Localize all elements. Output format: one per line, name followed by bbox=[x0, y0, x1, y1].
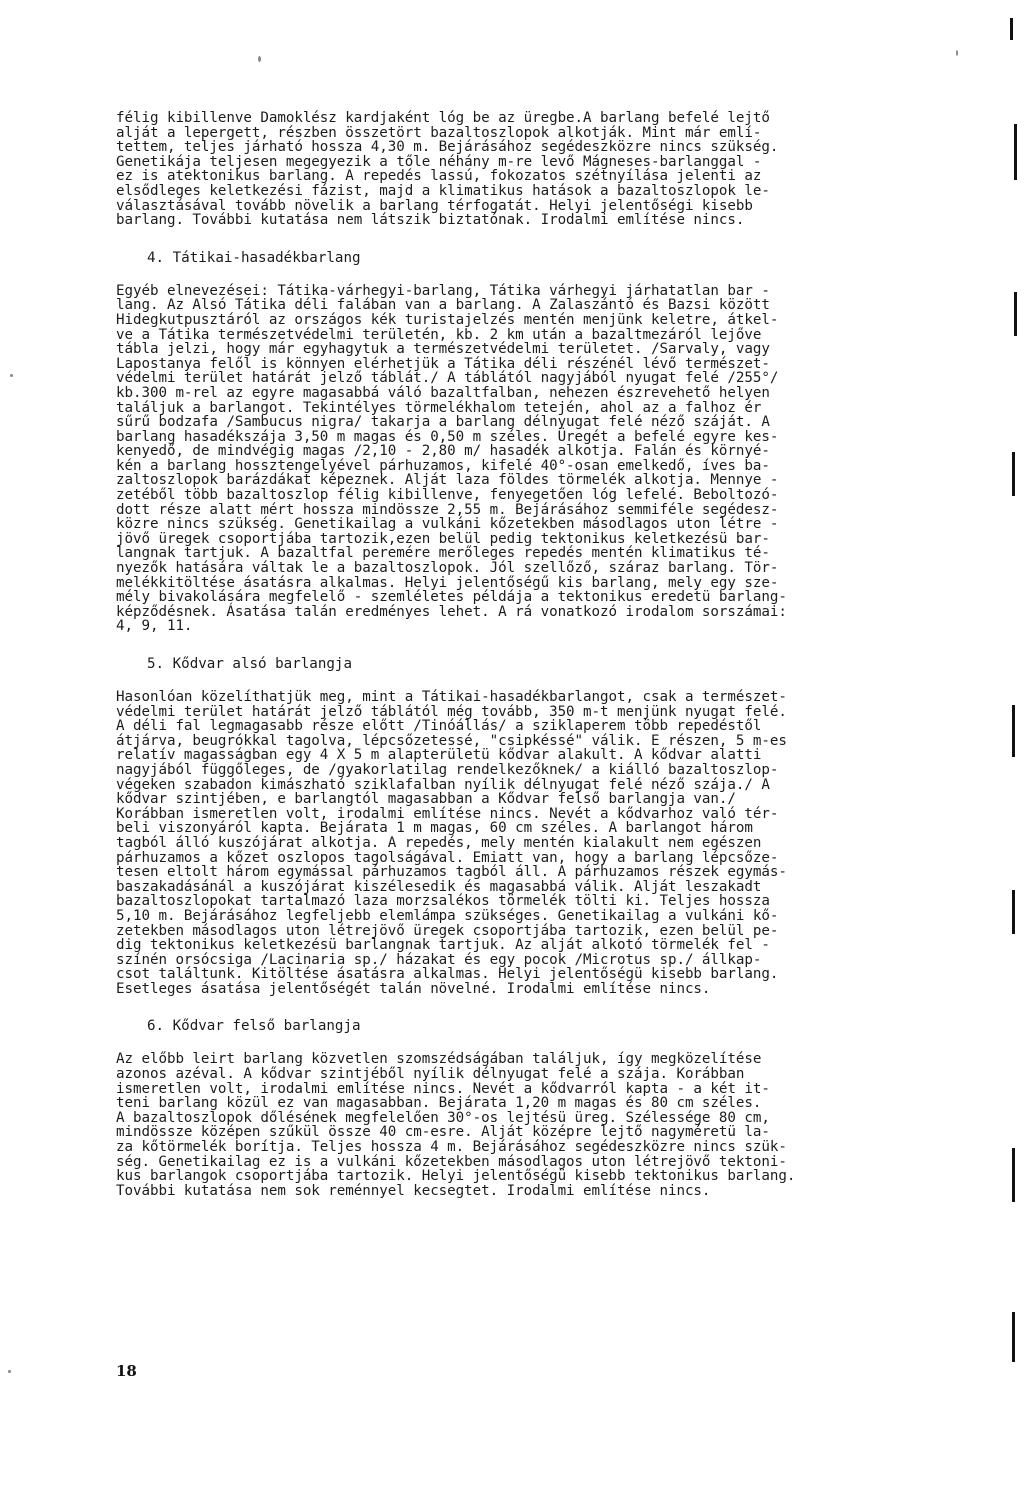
text-line: tagból álló kuszójárat alkotja. A repedés, mely mentén kialakult nem egészen bbox=[116, 834, 762, 851]
page-number: 18 bbox=[116, 1362, 137, 1380]
text-line: azonos azéval. A kődvar szintjéből nyílik délnyugat felé a szája. Korábban bbox=[116, 1066, 745, 1083]
text-line: bazaltoszlopokat tartalmazó laza morzsalékos törmelék tölti ki. Teljes hossza bbox=[116, 893, 770, 910]
scan-speck bbox=[10, 374, 13, 377]
text-line: zetéből több bazaltoszlop félig kibillenve, fenyegetően lóg lefelé. Beboltozó- bbox=[116, 487, 779, 504]
section-heading-4: 4. Tátikai-hasadékbarlang bbox=[147, 249, 361, 266]
paragraph-section-4 bbox=[116, 284, 946, 634]
binding-mark bbox=[1012, 452, 1015, 496]
text-line: beli viszonyáról kapta. Bejárata 1 m magas, 60 cm széles. A barlangot három bbox=[116, 820, 753, 837]
binding-mark bbox=[1012, 890, 1015, 934]
text-line: tettem, teljes járható hossza 4,30 m. Bejárásához segédeszközre nincs szükség. bbox=[116, 139, 779, 156]
text-line: mindössze középen szűkül össze 40 cm-esre. Alját középre lejtő nagyméretü la- bbox=[116, 1124, 770, 1141]
text-line: Az előbb leirt barlang közvetlen szomszédságában találjuk, így megközelítése bbox=[116, 1051, 762, 1068]
text-line: langnak tartjuk. A bazaltfal peremére merőleges repedés mentén klimatikus té- bbox=[116, 545, 770, 562]
text-line: tesen eltolt három egymással párhuzamos tagból áll. A párhuzamos részek egymás- bbox=[116, 864, 787, 881]
text-line: színén orsócsiga /Lacinaria sp./ házakat és egy pocok /Microtus sp./ állkap- bbox=[116, 951, 762, 968]
text-line: nyezők hatására váltak le a bazaltoszlopok. Jól szellőző, száraz barlang. Tör- bbox=[116, 560, 779, 577]
text-line: választásával tovább növelik a barlang térfogatát. Helyi jelentőségi kisebb bbox=[116, 197, 753, 214]
text-line: ez is atektonikus barlang. A repedés lassú, fokozatos szétnyílása jelenti az bbox=[116, 168, 762, 185]
text-line: A bazaltoszlopok dőlésének megfelelően 30°-os lejtésü üreg. Szélessége 80 cm, bbox=[116, 1109, 770, 1126]
text-line: za kőtörmelék borítja. Teljes hossza 4 m. Bejárásához segédeszközre nincs szük- bbox=[116, 1139, 787, 1156]
text-line: kődvar szintjében, e barlangtól magasabban a Kődvar felső barlangja van./ bbox=[116, 791, 736, 808]
binding-mark bbox=[1012, 1312, 1015, 1362]
paragraph-section-6 bbox=[116, 1052, 946, 1198]
section-heading-5: 5. Kődvar alsó barlangja bbox=[147, 656, 352, 672]
text-line: közre nincs szükség. Genetikailag a vulkáni kőzetekben másodlagos uton létre - bbox=[116, 516, 779, 533]
text-line: Korábban ismeretlen volt, irodalmi említése nincs. Nevét a kődvarhoz való tér- bbox=[116, 805, 779, 822]
text-line: átjárva, beugrókkal tagolva, lépcsőzetessé, "csipkéssé" válik. E részen, 5 m-es bbox=[116, 732, 787, 749]
text-line: nagyjából függőleges, de /gyakorlatilag rendelkezőknek/ a kiálló bazaltoszlop- bbox=[116, 761, 779, 778]
text-line: Hasonlóan közelíthatjük meg, mint a Tátikai-hasadékbarlangot, csak a természet- bbox=[116, 689, 787, 705]
text-line: tábla jelzi, hogy már egyhagytuk a természetvédelmi területet. /Sarvaly, vagy bbox=[116, 341, 770, 358]
text-line: zaltoszlopok barázdákat képeznek. Alját laza földes törmelék alkotja. Mennye - bbox=[116, 472, 779, 489]
section-heading-6: 6. Kődvar felső barlangja bbox=[147, 1018, 361, 1035]
text-line: teni barlang közül ez van magasabban. Bejárata 1,20 m magas és 80 cm széles. bbox=[116, 1095, 762, 1112]
text-line: relatív magasságban egy 4 X 5 m alapterületü kődvar alakult. A kődvar alatti bbox=[116, 747, 762, 764]
page-body bbox=[116, 111, 946, 1198]
text-line: végeken szabadon kimászható sziklafalban nyílik délnyugat felé néző szája./ A bbox=[116, 776, 770, 793]
text-line: barlang hasadékszája 3,50 m magas és 0,50 m széles. Üregét a befelé egyre kes- bbox=[116, 428, 779, 445]
binding-mark bbox=[1012, 705, 1015, 757]
binding-mark bbox=[1014, 124, 1017, 180]
text-line: ve a Tátika természetvédelmi területén, kb. 2 km után a bazaltmezáról lejőve bbox=[116, 326, 762, 343]
text-line: jövő üregek csoportjába tartozik,ezen belül pedig tektonikus keletkezésü bar- bbox=[116, 530, 770, 547]
paragraph-section-5 bbox=[116, 690, 946, 996]
binding-mark bbox=[1014, 292, 1017, 336]
text-line: baszakadásánál a kuszójárat kiszélesedik és magasabbá válik. Alját leszakadt bbox=[116, 878, 762, 895]
text-line: elsődleges keletkezési fázist, majd a klimatikus hatások a bazaltoszlopok le- bbox=[116, 182, 770, 199]
text-line: félig kibillenve Damoklész kardjaként lóg be az üregbe.A barlang befelé lejtő bbox=[116, 110, 770, 126]
text-line: melékkitöltése ásatásra alkalmas. Helyi jelentőségű kis barlang, mely egy sze- bbox=[116, 574, 779, 591]
scan-speck bbox=[956, 50, 958, 56]
text-line: kén a barlang hossztengelyével párhuzamos, kifelé 40°-osan emelkedő, íves ba- bbox=[116, 457, 770, 474]
text-line: találjuk a barlangot. Tekintélyes törmelékhalom tetején, ahol az a falhoz ér bbox=[116, 399, 762, 416]
text-line: Lapostanya felől is könnyen elérhetjük a Tátika déli részénél lévő természet- bbox=[116, 355, 770, 372]
text-line: Hidegkutpusztáról az országos kék turistajelzés mentén menjünk keletre, átkel- bbox=[116, 311, 779, 328]
text-line: alját a lepergett, részben összetört bazaltoszlopok alkotják. Mint már emlí- bbox=[116, 124, 762, 141]
text-line: 5,10 m. Bejárásához legfeljebb elemlámpa szükséges. Genetikailag a vulkáni kő- bbox=[116, 907, 779, 924]
text-line: 4, 9, 11. bbox=[116, 618, 193, 635]
text-line: mély bivakolására megfelelő - szemléletes példája a tektonikus eredetü barlang- bbox=[116, 589, 787, 606]
text-line: ség. Genetikailag ez is a vulkáni kőzetekben másodlagos uton létrejövő tektoni- bbox=[116, 1153, 787, 1170]
text-line: védelmi terület határát jelző táblától még tovább, 350 m-t menjünk nyugat felé. bbox=[116, 703, 787, 720]
text-line: barlang. További kutatása nem látszik biztatónak. Irodalmi említése nincs. bbox=[116, 212, 745, 229]
text-line: Esetleges ásatása jelentőségét talán növelné. Irodalmi említése nincs. bbox=[116, 980, 711, 997]
scan-speck bbox=[8, 1370, 11, 1373]
text-line: További kutatása nem sok reménnyel kecsegtet. Irodalmi említése nincs. bbox=[116, 1182, 711, 1199]
text-line: képződésnek. Ásatása talán eredményes lehet. A rá vonatkozó irodalom sorszámai: bbox=[116, 603, 787, 620]
text-line: csot találtunk. Kitöltése ásatásra alkalmas. Helyi jelentőségü kisebb barlang. bbox=[116, 966, 779, 983]
text-line: sűrű bodzafa /Sambucus nigra/ takarja a barlang délnyugat felé néző száját. A bbox=[116, 414, 770, 431]
binding-mark bbox=[1010, 18, 1013, 40]
text-line: Genetikája teljesen megegyezik a tőle néhány m-re levő Mágneses-barlanggal - bbox=[116, 153, 762, 170]
text-line: Egyéb elnevezései: Tátika-várhegyi-barlang, Tátika várhegyi járhatatlan bar - bbox=[116, 282, 770, 299]
text-line: dig tektonikus keletkezésü barlangnak tartjuk. Az alját alkotó törmelék fel - bbox=[116, 937, 770, 954]
text-line: lang. Az Alsó Tátika déli falában van a barlang. A Zalaszántó és Bazsi között bbox=[116, 297, 770, 314]
text-line: dott része alatt mért hossza mindössze 2,55 m. Bejárásához semmiféle segédesz- bbox=[116, 501, 779, 518]
paragraph-intro bbox=[116, 111, 946, 228]
scan-speck bbox=[258, 56, 261, 62]
text-line: zetekben másodlagos uton létrejövő üregek csoportjába tartozik, ezen belül pe- bbox=[116, 922, 779, 939]
text-line: kus barlangok csoportjába tartozik. Helyi jelentőségü kisebb tektonikus barlang. bbox=[116, 1168, 796, 1185]
text-line: ismeretlen volt, irodalmi említése nincs. Nevét a kődvarról kapta - a két it- bbox=[116, 1080, 770, 1097]
text-line: kenyedő, de mindvégig magas /2,10 - 2,80 m/ hasadék alkotja. Falán és környé- bbox=[116, 443, 770, 460]
binding-mark bbox=[1012, 1148, 1015, 1202]
text-line: párhuzamos a kőzet oszlopos tagolságával. Emiatt van, hogy a barlang lépcsőze- bbox=[116, 849, 779, 866]
text-line: védelmi terület határát jelző táblát./ A táblától nagyjából nyugat felé /255°/ bbox=[116, 370, 779, 387]
text-line: A déli fal legmagasabb része előtt /Tinóállás/ a sziklaperem több repedéstől bbox=[116, 718, 762, 735]
text-line: kb.300 m-rel az egyre magasabbá váló bazaltfalban, nehezen észrevehető helyen bbox=[116, 384, 770, 401]
